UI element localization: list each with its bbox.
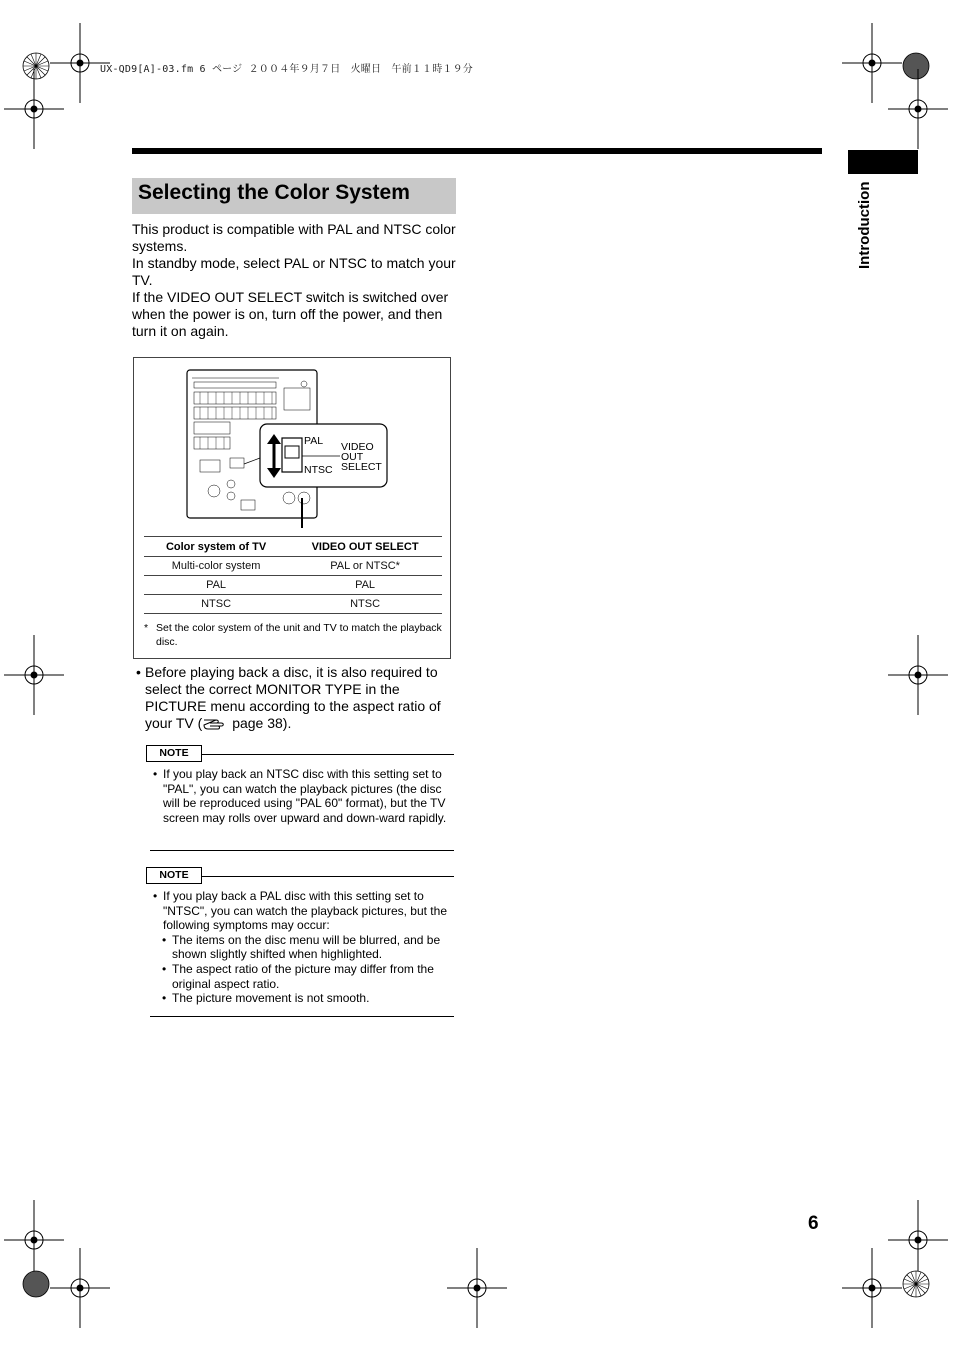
section-title: Selecting the Color System [132, 178, 456, 214]
monitor-type-bullet [134, 664, 454, 732]
switch-label-out: OUT [341, 451, 364, 463]
footnote-text: Set the color system of the unit and TV to match the playback disc. [156, 622, 442, 648]
table-cell: PAL or NTSC* [288, 557, 442, 576]
rear-panel-illustration [134, 358, 450, 533]
print-header: UX-QD9[A]-03.fm 6 ページ ２００４年９月７日 火曜日 午前１１時１９分 [100, 64, 473, 75]
intro-paragraph: In standby mode, select PAL or NTSC to match your TV. [132, 255, 456, 288]
switch-label-video: VIDEO [341, 441, 374, 453]
note-subitem: • The aspect ratio of the picture may differ from the original aspect ratio. [162, 961, 434, 991]
intro-text [132, 221, 456, 340]
note-body [152, 889, 452, 1006]
note-item: • If you play back a PAL disc with this setting set to "NTSC", you can watch the playback pictures, but the following symptoms may occur: [153, 889, 447, 933]
color-system-table [144, 536, 442, 614]
table-cell: Multi-color system [144, 557, 288, 576]
note-label: NOTE [146, 867, 202, 884]
figure-box [133, 357, 451, 659]
table-cell: PAL [144, 576, 288, 595]
table-cell: NTSC [144, 595, 288, 614]
note-body [152, 767, 452, 825]
table-header: Color system of TV [144, 537, 288, 557]
note-rule [202, 754, 454, 755]
note-subitem-text: The items on the disc menu will be blurred, and be shown slightly shifted when highlighted. [172, 932, 441, 962]
page-reference: page 38). [228, 715, 292, 731]
note-box-1 [146, 745, 454, 851]
table-cell: PAL [288, 576, 442, 595]
switch-label-ntsc: NTSC [304, 464, 333, 476]
intro-paragraph: This product is compatible with PAL and NTSC color systems. [132, 221, 456, 254]
note-item-text: If you play back a PAL disc with this setting set to "NTSC", you can watch the playback pictures, but the following symptoms may occur: [163, 889, 447, 933]
page-number: 6 [808, 1213, 819, 1234]
note-box-2 [146, 867, 454, 1017]
table-footnote [144, 621, 444, 649]
note-subitem-text: The picture movement is not smooth. [172, 991, 370, 1006]
note-bottom-rule [150, 850, 454, 851]
switch-label-select [341, 442, 382, 472]
table-cell: NTSC [288, 595, 442, 614]
top-rule [132, 148, 822, 154]
table-row [144, 557, 442, 576]
switch-label-selectword: SELECT [341, 461, 382, 473]
bullet-dot: • [136, 664, 141, 680]
hand-pointer-icon [202, 716, 228, 731]
note-subitem: • The items on the disc menu will be blurred, and be shown slightly shifted when highlighted. [162, 932, 441, 962]
note-item-text: If you play back an NTSC disc with this setting set to "PAL", you can watch the playback pictures (the disc will be reproduced using "PAL 60" format), but the TV screen may rolls over upward and down-ward rapidly. [163, 767, 447, 825]
note-rule [202, 876, 454, 877]
table-row [144, 595, 442, 614]
switch-label-pal: PAL [304, 435, 324, 447]
footnote-mark: * [144, 622, 149, 634]
note-bottom-rule [150, 1016, 454, 1017]
note-label: NOTE [146, 745, 202, 762]
table-row [144, 576, 442, 595]
side-tab [848, 150, 918, 174]
note-subitem-text: The aspect ratio of the picture may differ from the original aspect ratio. [172, 961, 434, 991]
note-item: • If you play back an NTSC disc with this setting set to "PAL", you can watch the playback pictures (the disc will be reproduced using "PAL 60" format), but the TV screen may rolls over upward and down-ward rapidly. [153, 767, 447, 825]
note-subitem: • The picture movement is not smooth. [162, 991, 370, 1006]
side-label: Introduction [856, 182, 873, 270]
table-header: VIDEO OUT SELECT [288, 537, 442, 557]
intro-paragraph: If the VIDEO OUT SELECT switch is switched over when the power is on, turn off the power, and then turn it on again. [132, 289, 449, 339]
bullet-text: Before playing back a disc, it is also required to select the correct MONITOR TYPE in the PICTURE menu according to the aspect ratio of your TV ( [145, 664, 441, 731]
